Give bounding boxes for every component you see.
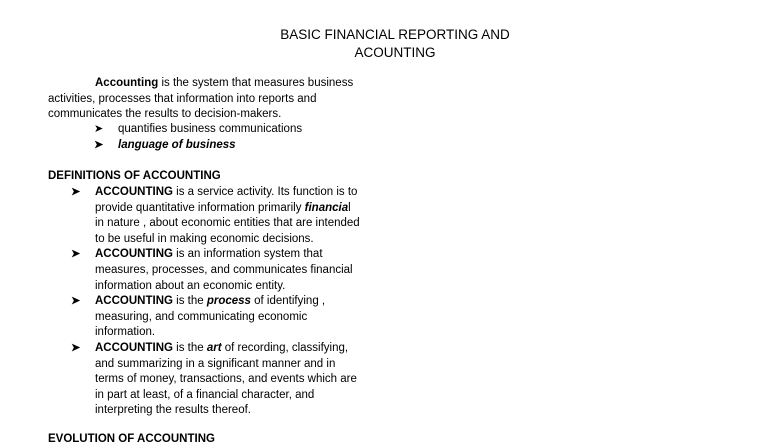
def-term: ACCOUNTING [95, 341, 173, 354]
document-title [230, 26, 560, 62]
def-text: is the [172, 341, 207, 354]
list-item [71, 294, 381, 341]
def-text: measuring, and communicating economic [95, 310, 308, 323]
def-text: is a service activity. Its function is to [172, 186, 358, 198]
def-text: measures, processes, and communicates financial [95, 263, 353, 276]
intro-line-3: communicates the results to decision-makers. [48, 108, 282, 121]
def-text: l [348, 201, 351, 214]
def-text: and summarizing in a significant manner and in [95, 357, 336, 370]
intro-bullet-2: language of business [118, 139, 236, 151]
arrowhead-bullet-icon: ➤ [71, 186, 81, 198]
def-text: information about an economic entity. [95, 279, 286, 292]
def-emphasis: financia [304, 201, 349, 214]
evolution-heading: EVOLUTION OF ACCOUNTING [48, 433, 215, 445]
list-item [71, 185, 381, 247]
def-text: is an information system that [172, 248, 323, 261]
intro-term: Accounting [95, 77, 159, 89]
def-emphasis: art [206, 341, 222, 354]
list-item [71, 341, 381, 419]
def-term: ACCOUNTING [95, 248, 173, 261]
def-text: information. [95, 326, 156, 339]
arrowhead-bullet-icon: ➤ [71, 341, 81, 354]
def-emphasis: process [206, 295, 251, 308]
list-item [71, 247, 381, 294]
def-text: in nature , about economic entities that are intended [95, 217, 360, 230]
def-text: to be useful in making economic decisions. [95, 232, 314, 245]
def-term: ACCOUNTING [95, 186, 173, 198]
def-text: of recording, classifying, [221, 341, 349, 354]
list-item [94, 138, 302, 154]
def-text: terms of money, transactions, and events which are [95, 373, 357, 386]
title-line-1: BASIC FINANCIAL REPORTING AND [280, 27, 510, 42]
intro-bullet-list [94, 122, 302, 154]
intro-line-2: activities, processes that information into reports and [48, 92, 317, 105]
arrowhead-bullet-icon: ➤ [71, 248, 81, 261]
def-text: in part at least, of a financial character, and [95, 388, 315, 401]
intro-line-1: is the system that measures business [158, 77, 354, 89]
arrowhead-bullet-icon: ➤ [94, 123, 104, 135]
arrowhead-bullet-icon: ➤ [71, 295, 81, 308]
arrowhead-bullet-icon: ➤ [94, 139, 104, 151]
definitions-heading: DEFINITIONS OF ACCOUNTING [48, 170, 221, 182]
def-text: is the [172, 295, 207, 308]
title-line-2: ACOUNTING [354, 45, 436, 60]
definitions-list [71, 185, 381, 419]
def-text: provide quantitative information primarily [95, 201, 305, 214]
def-text: of identifying , [250, 295, 326, 308]
intro-paragraph [48, 76, 378, 123]
list-item [94, 122, 302, 138]
def-text: interpreting the results thereof. [95, 404, 251, 417]
def-term: ACCOUNTING [95, 295, 173, 308]
intro-bullet-1: quantifies business communications [118, 123, 303, 135]
